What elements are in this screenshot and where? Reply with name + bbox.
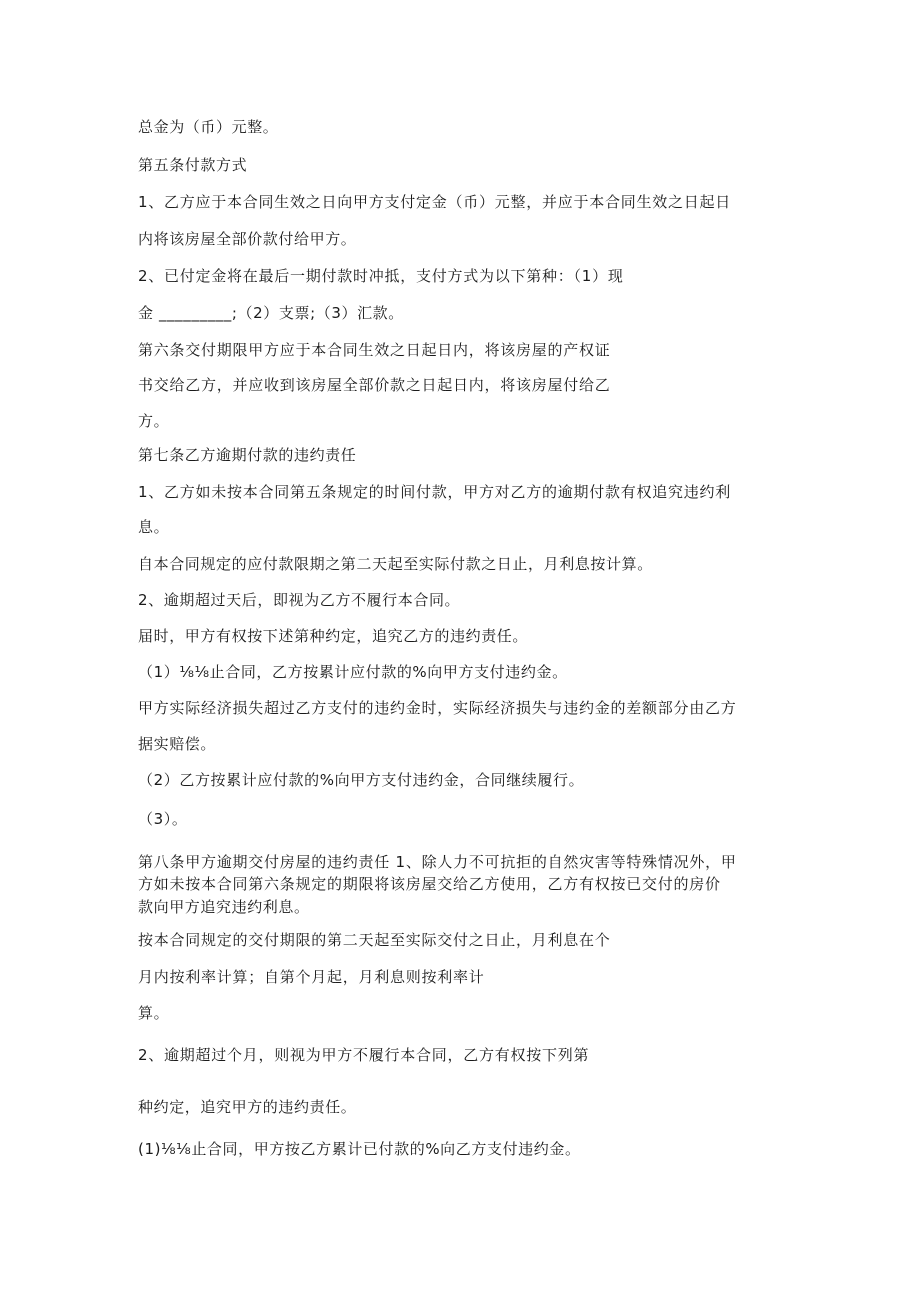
text-line: 方如未按本合同第六条规定的期限将该房屋交给乙方使用，乙方有权按已交付的房价 — [138, 875, 721, 893]
text-line: 内将该房屋全部价款付给甲方。 — [138, 230, 357, 248]
text-line: 2、逾期超过天后，即视为乙方不履行本合同。 — [138, 591, 461, 609]
text-line: 按本合同规定的交付期限的第二天起至实际交付之日止，月利息在个 — [138, 931, 611, 949]
section-heading-article-5: 第五条付款方式 — [138, 156, 248, 174]
text-line: （3）。 — [138, 810, 188, 828]
text-line: 算。 — [138, 1004, 170, 1022]
text-line: 种约定，追究甲方的违约责任。 — [138, 1098, 357, 1116]
text-line: 息。 — [138, 518, 170, 536]
section-heading-article-6: 第六条交付期限甲方应于本合同生效之日起日内，将该房屋的产权证 — [138, 341, 611, 359]
text-line: 月内按利率计算；自第个月起，月利息则按利率计 — [138, 968, 485, 986]
text-line: 款向甲方追究违约利息。 — [138, 898, 310, 916]
text-line: 书交给乙方，并应收到该房屋全部价款之日起日内，将该房屋付给乙 — [138, 376, 611, 394]
text-line: 1、乙方如未按本合同第五条规定的时间付款，甲方对乙方的逾期付款有权追究违约利 — [138, 483, 732, 501]
text-line: 总金为（币）元整。 — [138, 118, 279, 136]
text-line: （1）⅛⅛止合同，乙方按累计应付款的%向甲方支付违约金。 — [138, 663, 568, 681]
section-heading-article-7: 第七条乙方逾期付款的违约责任 — [138, 446, 357, 464]
text-line: 1、乙方应于本合同生效之日向甲方支付定金（币）元整，并应于本合同生效之日起日 — [138, 193, 732, 211]
text-line: 自本合同规定的应付款限期之第二天起至实际付款之日止，月利息按计算。 — [138, 555, 653, 573]
text-line: 2、已付定金将在最后一期付款时冲抵，支付方式为以下第种：（1）现 — [138, 267, 624, 285]
text-line: (1)⅛⅛止合同，甲方按乙方累计已付款的%向乙方支付违约金。 — [138, 1140, 581, 1158]
text-line: 金 _________;（2）支票;（3）汇款。 — [138, 304, 404, 322]
text-line: 届时，甲方有权按下述第种约定，追究乙方的违约责任。 — [138, 627, 529, 645]
text-line: 甲方实际经济损失超过乙方支付的违约金时，实际经济损失与违约金的差额部分由乙方 — [138, 699, 737, 717]
section-heading-article-8: 第八条甲方逾期交付房屋的违约责任 1、除人力不可抗拒的自然灾害等特殊情况外，甲 — [138, 853, 737, 871]
text-line: （2）乙方按累计应付款的%向甲方支付违约金，合同继续履行。 — [138, 771, 585, 789]
text-line: 方。 — [138, 412, 170, 430]
text-line: 2、逾期超过个月，则视为甲方不履行本合同，乙方有权按下列第 — [138, 1046, 590, 1064]
text-line: 据实赔偿。 — [138, 735, 217, 753]
